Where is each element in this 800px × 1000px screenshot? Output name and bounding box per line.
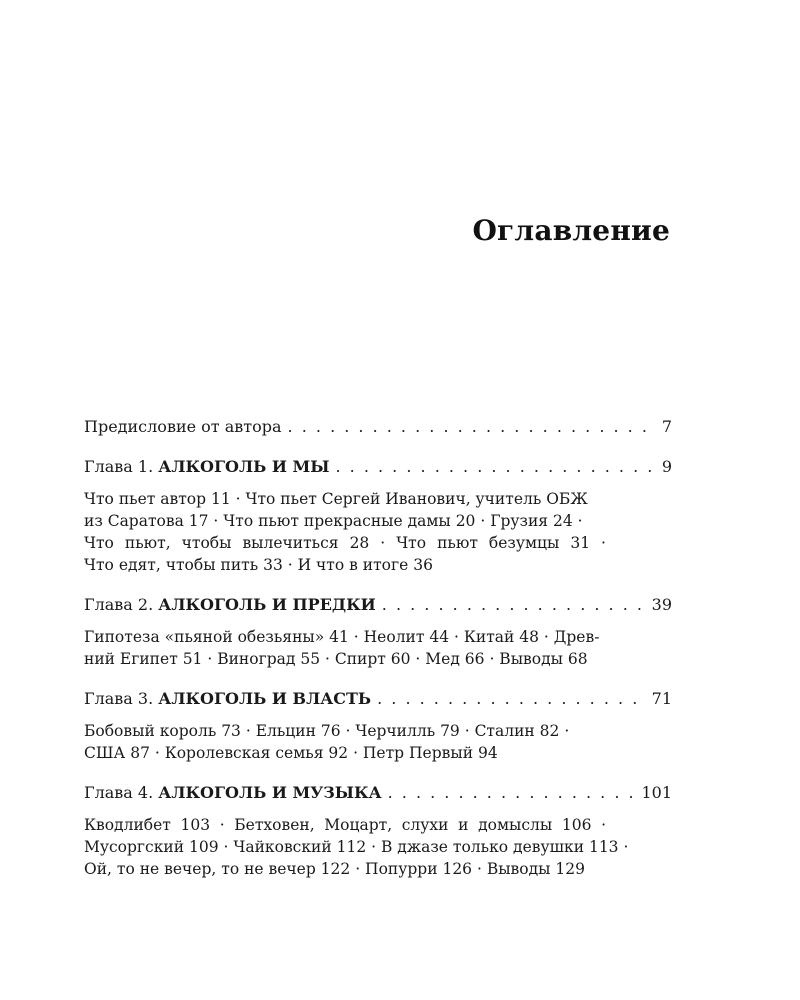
chapter-block-1: [84, 456, 672, 576]
toc-entry-chapter-1[interactable]: [84, 456, 672, 478]
chapter-block-3: [84, 688, 672, 764]
section-list-line: ний Египет 51 · Виноград 55 · Спирт 60 · Мед 66 · Выводы 68: [84, 650, 588, 668]
toc-entry-page: 39: [651, 595, 672, 614]
toc-entry-label: [84, 456, 329, 478]
chapter-prefix: Глава 1.: [84, 457, 159, 476]
section-list-line: Ой, то не вечер, то не вечер 122 · Попурри 126 · Выводы 129: [84, 860, 585, 878]
chapter-name: АЛКОГОЛЬ И МЫ: [158, 457, 330, 476]
dot-leader: [388, 782, 636, 804]
toc-entry-page: 101: [641, 783, 672, 802]
section-list-line: Бобовый король 73 · Ельцин 76 · Черчилль 79 · Сталин 82 ·: [84, 722, 570, 740]
toc-entry-label: [84, 594, 376, 616]
section-list-line: Гипотеза «пьяной обезьяны» 41 · Неолит 44 · Китай 48 · Древ-: [84, 628, 600, 646]
toc-entry-page: 71: [651, 689, 672, 708]
chapter-block-2: [84, 594, 672, 670]
table-of-contents: [84, 416, 672, 880]
chapter-prefix: Глава 4.: [84, 783, 159, 802]
dot-leader: [288, 416, 656, 438]
toc-entry-page: 9: [661, 457, 672, 476]
chapter-name: АЛКОГОЛЬ И ПРЕДКИ: [158, 595, 376, 614]
chapter-block-4: [84, 782, 672, 880]
toc-entry-preface[interactable]: [84, 416, 672, 438]
chapter-name: АЛКОГОЛЬ И МУЗЫКА: [158, 783, 382, 802]
toc-entry-label: [84, 688, 371, 710]
toc-entry-page: 7: [661, 417, 672, 436]
page-title: Оглавление: [472, 214, 670, 247]
toc-entry-chapter-3[interactable]: [84, 688, 672, 710]
section-list-line: Что пьет автор 11 · Что пьет Сергей Иванович, учитель ОБЖ: [84, 490, 588, 508]
chapter-prefix: Глава 2.: [84, 595, 159, 614]
dot-leader: [335, 456, 655, 478]
section-list-line: Мусоргский 109 · Чайковский 112 · В джазе только девушки 113 ·: [84, 838, 629, 856]
section-list-line: США 87 · Королевская семья 92 · Петр Первый 94: [84, 744, 498, 762]
section-list-line: из Саратова 17 · Что пьют прекрасные дамы 20 · Грузия 24 ·: [84, 512, 583, 530]
dot-leader: [382, 594, 646, 616]
chapter-prefix: Глава 3.: [84, 689, 159, 708]
toc-entry-label: Предисловие от автора: [84, 417, 282, 436]
toc-entry-label: [84, 782, 382, 804]
section-list-line: Что пьют, чтобы вылечиться 28 · Что пьют безумцы 31 ·: [84, 534, 606, 552]
toc-entry-chapter-4[interactable]: [84, 782, 672, 804]
dot-leader: [377, 688, 646, 710]
chapter-name: АЛКОГОЛЬ И ВЛАСТЬ: [158, 689, 372, 708]
section-list-line: Что едят, чтобы пить 33 · И что в итоге 36: [84, 556, 433, 574]
section-list-line: Кводлибет 103 · Бетховен, Моцарт, слухи и домыслы 106 ·: [84, 816, 606, 834]
toc-entry-chapter-2[interactable]: [84, 594, 672, 616]
